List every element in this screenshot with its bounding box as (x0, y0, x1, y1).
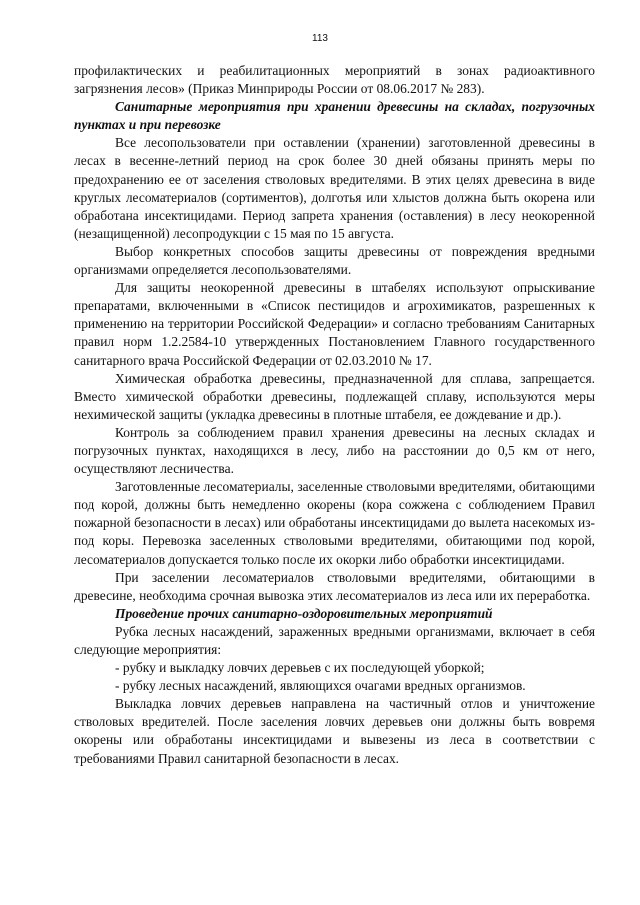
section-heading-storage: Санитарные мероприятия при хранении древесины на складах, погрузочных пунктах и при перевозке (74, 99, 595, 133)
paragraph: Заготовленные лесоматериалы, заселенные стволовыми вредителями, обитающими под корой, должны быть немедленно окорены (кора сожжена с соблюдением Правил пожарной безопасности в лесах) или обработаны инсектицидами до вылета насекомых из-под коры. Перевозка заселенных стволовыми вредителями, обитающими под корой, лесоматериалов допускается только после их окорки либо обработки инсектицидами. (74, 479, 595, 567)
paragraph: При заселении лесоматериалов стволовыми вредителями, обитающими в древесине, необходима срочная вывозка этих лесоматериалов из леса или их переработка. (74, 569, 595, 603)
paragraph: Для защиты неокоренной древесины в штабелях используют опрыскивание препаратами, включенными в «Список пестицидов и агрохимикатов, разрешенных к применению на территории Российской Федерации» и согласно требованиям Санитарных правил норм 1.2.2584-10 утвержденных Постановлением Главного государственного санитарного врача Российской Федерации от 02.03.2010 № 17. (74, 280, 595, 368)
list-item: - рубку и выкладку ловчих деревьев с их последующей уборкой; (115, 660, 485, 676)
paragraph: Рубка лесных насаждений, зараженных вредными организмами, включает в себя следующие мероприятия: (74, 623, 595, 657)
paragraph: Химическая обработка древесины, предназначенной для сплава, запрещается. Вместо химической обработки древесины, подлежащей сплаву, используются меры нехимической защиты (укладка древесины в плотные штабеля, ее дождевание и др.). (74, 370, 595, 422)
document-body (74, 62, 595, 768)
paragraph-continuation: профилактических и реабилитационных мероприятий в зонах радиоактивного загрязнения лесов» (Приказ Минприроды России от 08.06.2017 № 283). (74, 63, 595, 97)
section-heading-other-measures: Проведение прочих санитарно-оздоровительных мероприятий (115, 605, 493, 621)
page-number: 113 (312, 33, 328, 44)
paragraph: Контроль за соблюдением правил хранения древесины на лесных складах и погрузочных пунктах, находящихся в лесу, либо на расстоянии до 0,5 км от него, осуществляют лесничества. (74, 424, 595, 477)
paragraph: Выбор конкретных способов защиты древесины от повреждения вредными организмами определяется лесопользователями. (74, 243, 595, 278)
list-item: - рубку лесных насаждений, являющихся очагами вредных организмов. (115, 678, 526, 694)
paragraph: Все лесопользователи при оставлении (хранении) заготовленной древесины в лесах в весенне-летний период на срок более 30 дней обязаны принять меры по предохранению ее от заселения стволовых вредителями. В этих целях древесина в виде круглых лесоматериалов (сортиментов), долготья или хлыстов должна быть окорена или обработана инсектицидами. Период запрета хранения (оставления) в лесу неокоренной (незащищенной) лесопродукции с 15 мая по 15 августа. (74, 135, 595, 241)
paragraph: Выкладка ловчих деревьев направлена на частичный отлов и уничтожение стволовых вредителей. После заселения ловчих деревьев они должны быть вовремя окорены или обработаны инсектицидами и вывезены из леса в соответствии с требованиями Правил санитарной безопасности в лесах. (74, 696, 595, 766)
